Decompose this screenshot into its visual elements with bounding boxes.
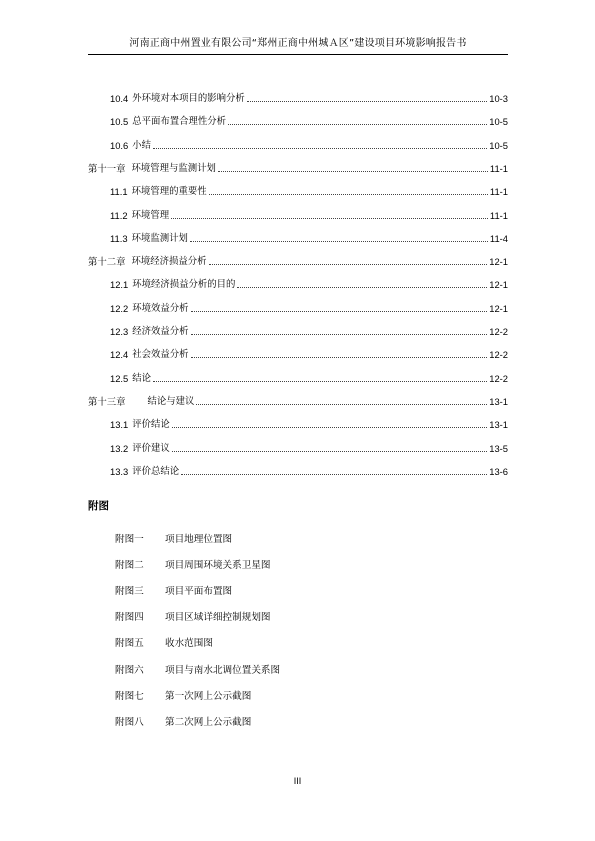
appendix-item-label: 附图二 [115, 560, 144, 572]
toc-entry-page: 12-1 [489, 256, 508, 268]
toc-entry-page: 11-1 [489, 162, 508, 174]
toc-entry[interactable] [88, 394, 508, 408]
appendix-item-label: 附图四 [115, 612, 144, 624]
appendix-item-label: 附图八 [115, 716, 144, 728]
toc-entry-title: 环境管理的重要性 [131, 186, 207, 198]
toc-entry-title: 外环境对本项目的影响分析 [132, 93, 245, 104]
toc-entry-number: 12.4 [110, 349, 129, 361]
toc-entry[interactable] [110, 138, 508, 152]
document-header: 河南正商中州置业有限公司“郑州正商中州城Ａ区”建设项目环境影响报告书 [129, 38, 467, 49]
toc-entry-title: 评价结论 [132, 419, 170, 431]
toc-leader-dots [196, 404, 487, 405]
toc-leader-dots [191, 357, 488, 358]
toc-entry[interactable] [110, 91, 508, 105]
toc-leader-dots [172, 451, 487, 452]
toc-entry-number: 12.2 [110, 302, 129, 314]
appendix-item-label: 附图六 [115, 664, 144, 676]
toc-entry-title: 环境管理与监测计划 [131, 162, 216, 174]
toc-entry-page: 11-1 [489, 186, 508, 198]
toc-leader-dots [172, 427, 487, 428]
toc-entry-page: 12-2 [489, 349, 508, 361]
toc-entry-title: 环境管理 [131, 209, 170, 221]
toc-entry-number: 12.3 [110, 326, 129, 337]
toc-leader-dots [228, 124, 487, 125]
toc-entry[interactable] [110, 208, 508, 222]
appendix-item-label: 附图七 [115, 690, 144, 702]
toc-leader-dots [153, 148, 487, 149]
toc-entry-page: 10-5 [489, 139, 508, 151]
toc-entry-page: 11-4 [489, 232, 508, 244]
toc-entry-page: 10-3 [489, 93, 508, 104]
header-rule [88, 54, 508, 55]
appendix-item-label: 附图一 [115, 534, 144, 545]
toc-leader-dots [209, 194, 488, 195]
toc-entry-number: 第十一章 [88, 162, 126, 174]
appendix-item-title: 项目周围环境关系卫星图 [165, 560, 271, 572]
appendix-item [115, 690, 251, 704]
toc-entry-page: 12-2 [489, 372, 508, 384]
toc-entry-title: 经济效益分析 [132, 326, 189, 337]
toc-entry-number: 13.3 [110, 465, 129, 477]
toc-entry-title: 评价建议 [132, 442, 170, 454]
toc-entry-title: 环境效益分析 [132, 302, 189, 314]
toc-entry-number: 11.2 [110, 209, 128, 221]
toc-entry-page: 13-1 [489, 419, 508, 431]
toc-entry-page: 12-1 [489, 302, 508, 314]
toc-entry[interactable] [110, 231, 508, 245]
appendix-item [115, 637, 213, 651]
toc-leader-dots [181, 474, 487, 475]
appendix-heading: 附图 [88, 500, 109, 512]
appendix-item [115, 585, 232, 599]
toc-entry-title: 环境经济损益分析的目的 [132, 279, 236, 291]
appendix-item-title: 项目与南水北调位置关系图 [165, 664, 281, 676]
toc-entry-number: 11.3 [110, 232, 128, 244]
toc-entry-page: 12-2 [489, 326, 508, 337]
toc-entry-number: 10.4 [110, 93, 129, 104]
toc-entry-page: 12-1 [489, 279, 508, 291]
toc-entry-title: 环境监测计划 [131, 232, 188, 244]
toc-leader-dots [191, 311, 488, 312]
toc-entry-title: 社会效益分析 [132, 349, 189, 361]
toc-entry[interactable] [110, 441, 508, 455]
toc-leader-dots [190, 241, 488, 242]
appendix-item-title: 项目地理位置图 [165, 534, 233, 545]
toc-entry-title: 环境经济损益分析 [131, 256, 207, 268]
toc-entry-number: 13.2 [110, 442, 129, 454]
toc-leader-dots [247, 101, 487, 102]
appendix-item-title: 项目平面布置图 [165, 586, 233, 598]
toc-entry[interactable] [110, 324, 508, 338]
appendix-item-title: 第一次网上公示截图 [165, 690, 252, 702]
toc-entry-title: 结论 [132, 372, 152, 384]
appendix-item [115, 559, 271, 573]
toc-entry-number: 12.5 [110, 372, 129, 384]
toc-entry-title: 评价总结论 [132, 465, 180, 477]
appendix-item-title: 第二次网上公示截图 [165, 716, 252, 728]
toc-leader-dots [171, 218, 488, 219]
toc-leader-dots [153, 381, 487, 382]
appendix-item [115, 533, 232, 547]
toc-entry[interactable] [110, 114, 508, 128]
toc-entry[interactable] [110, 347, 508, 361]
appendix-item-title: 收水范围图 [165, 638, 213, 650]
toc-entry-page: 10-5 [489, 116, 508, 128]
toc-entry-page: 13-6 [489, 465, 508, 477]
appendix-item-label: 附图三 [115, 586, 144, 598]
toc-entry-title: 总平面布置合理性分析 [132, 116, 227, 128]
toc-entry-title: 结论与建议 [147, 395, 195, 407]
toc-entry-number: 12.1 [110, 279, 129, 291]
appendix-item [115, 716, 251, 730]
page-number: III [293, 776, 302, 786]
toc-entry-page: 13-5 [489, 442, 508, 454]
toc-entry-number: 10.5 [110, 116, 129, 128]
toc-entry-number: 10.6 [110, 139, 129, 151]
toc-entry[interactable] [110, 277, 508, 291]
toc-entry[interactable] [88, 161, 508, 175]
toc-entry-number: 第十三章 [88, 395, 126, 407]
toc-entry-number: 13.1 [110, 419, 129, 431]
toc-entry-title: 小结 [132, 139, 152, 151]
toc-leader-dots [237, 287, 487, 288]
toc-leader-dots [218, 171, 488, 172]
appendix-item-label: 附图五 [115, 638, 144, 650]
toc-entry-number: 11.1 [110, 186, 128, 198]
appendix-item [115, 664, 280, 678]
appendix-item-title: 项目区域详细控制规划图 [165, 612, 271, 624]
toc-entry[interactable] [110, 184, 508, 198]
toc-leader-dots [209, 264, 488, 265]
toc-entry-page: 11-1 [489, 209, 508, 221]
toc-entry[interactable] [110, 417, 508, 431]
toc-entry[interactable] [110, 301, 508, 315]
toc-entry-number: 第十二章 [88, 256, 126, 268]
toc-leader-dots [191, 334, 488, 335]
toc-entry[interactable] [110, 371, 508, 385]
toc-entry-page: 13-1 [489, 395, 508, 407]
toc-entry[interactable] [110, 464, 508, 478]
appendix-item [115, 611, 271, 625]
toc-entry[interactable] [88, 254, 508, 268]
